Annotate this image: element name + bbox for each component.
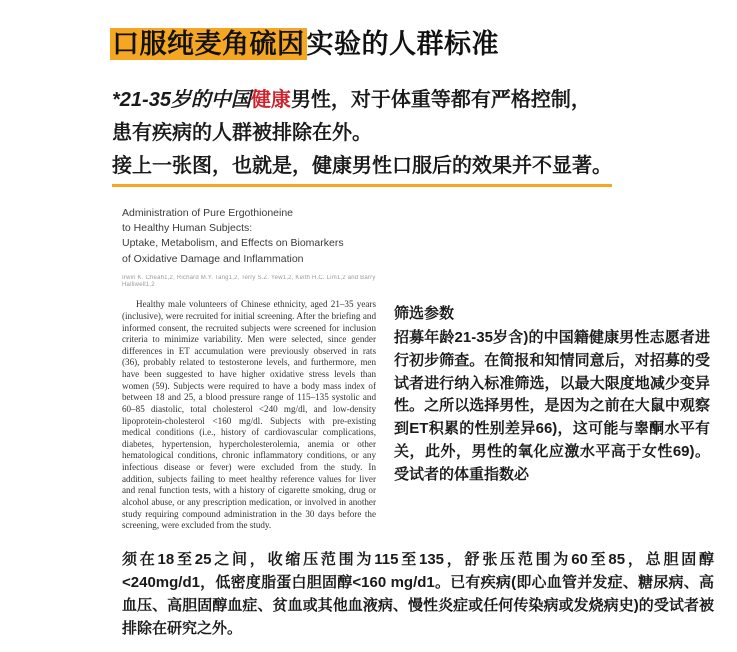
paper-title-line-3: Uptake, Metabolism, and Effects on Biomarkers: [122, 237, 344, 250]
screening-body: 招募年龄21-35岁含)的中国籍健康男性志愿者进行初步筛查。在简报和知情同意后，对招募的受试者进行纳入标准筛选，以最大限度地减少变异性。之所以选择男性，是因为之前在大鼠中观察到ET积累的性别差异66)，这可能与睾酮水平有关，此外，男性的氧化应激水平高于女性69)。受试者的体重指数必: [394, 329, 710, 483]
paper-title-line-1: Administration of Pure Ergothioneine: [122, 207, 294, 219]
paper-body: [122, 299, 376, 532]
title-line: [110, 28, 670, 62]
lead-keyword-healthy: 健康: [250, 89, 291, 111]
lead-paragraph: [112, 84, 692, 187]
paper-title: [122, 206, 376, 267]
lead-line-2: 患有疾病的人群被排除在外。: [112, 122, 372, 144]
paper-body-text: Healthy male volunteers of Chinese ethnicity, aged 21–35 years (inclusive), were recruited for initial screening. After the briefing and informed consent, the recruited subjects were screened for inclusion criteria to minimize variability. Men were selected, since gender differences in ET accumulation were previously observed in rats (36), probably related to testosterone levels, and furthermore, men have been suggested to have higher oxidative stress levels than women (59). Subjects were required to have a body mass index of between 18 and 25, a blood pressure range of 115–135 systolic and 60–85 diastolic, total cholesterol <240 mg/dl, and low-density lipoprotein-cholesterol <160 mg/dl. Subjects with pre-existing medical conditions (i.e., history of cardiovascular complications, diabetes, hypertension, hypercholesterolemia, anemia or other hematological conditions, chronic inflammatory conditions, or any infectious disease or fever) were excluded from the study. In addition, subjects failing to meet healthy reference values for liver and renal function tests, with a history of cigarette smoking, drug or alcohol abuse, or any prescription medication, or involved in another study requiring compound administration in the 30 days before the screening, were excluded from the study.: [122, 299, 376, 531]
title-rest: 实验的人群标准: [306, 29, 499, 59]
paper-title-line-2: to Healthy Human Subjects:: [122, 222, 253, 235]
screening-continuation: 须在18至25之间，收缩压范围为115至135，舒张压范围为60至85，总胆固醇<240mg/d1，低密度脂蛋白胆固醇<160 mg/d1。已有疾病(即心血管并发症、糖尿病、高血压、高胆固醇血症、贫血或其他血液病、慢性炎症或任何传染病或发烧病史)的受试者被排除在研究之外。: [122, 551, 714, 638]
title-highlight: 口服纯麦角硫因: [112, 29, 305, 59]
lead-line-3: 接上一张图，也就是，健康男性口服后的效果并不显著。: [112, 150, 612, 187]
lead-line-1: [112, 84, 692, 117]
lead-line-1-part-a: *21-35岁的中国: [112, 89, 251, 111]
page-title: [110, 28, 670, 62]
lead-line-3-wrap: [112, 150, 692, 187]
screening-parameters: [394, 302, 710, 487]
paper-authors: Irwin K. Cheah1,2, Richard M.Y. Tang1,2, Terry S.Z. Yew1,2, Keith H.C. Lim1,2 and Barry Halliwell1,2: [122, 274, 376, 289]
screening-heading: 筛选参数: [394, 305, 455, 322]
paper-title-line-4: of Oxidative Damage and Inflammation: [122, 252, 304, 265]
paper-excerpt: [122, 206, 376, 532]
lead-line-1-part-b: 男性，对于体重等都有严格控制，: [290, 89, 591, 111]
